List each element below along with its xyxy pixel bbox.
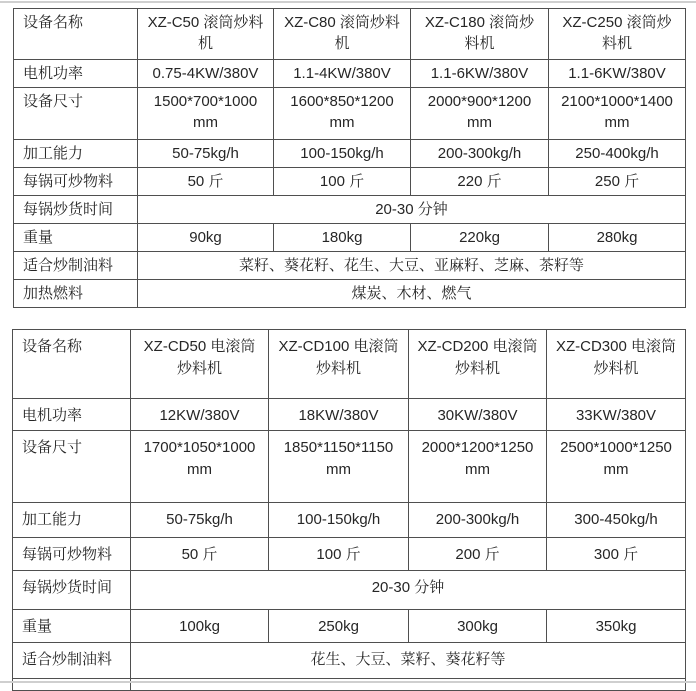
value-cell: 100kg <box>131 610 269 643</box>
table-row <box>13 503 686 538</box>
value-cell: 20-30 分钟 <box>138 196 686 224</box>
table-row <box>14 224 686 252</box>
table-row <box>14 88 686 140</box>
value-cell: 50-75kg/h <box>131 503 269 538</box>
row-label: 加工能力 <box>13 503 131 538</box>
value-cell: 100 斤 <box>274 168 411 196</box>
value-cell: XZ-C250 滚筒炒料机 <box>549 9 686 60</box>
row-label: 每锅可炒物料 <box>14 168 138 196</box>
row-label: 重量 <box>13 610 131 643</box>
table-row <box>14 196 686 224</box>
value-cell: XZ-C80 滚筒炒料机 <box>274 9 411 60</box>
value-cell: 30KW/380V <box>409 399 547 431</box>
value-cell: XZ-C50 滚筒炒料机 <box>138 9 274 60</box>
value-cell: 33KW/380V <box>547 399 686 431</box>
value-cell: 180kg <box>274 224 411 252</box>
value-cell: 200-300kg/h <box>411 140 549 168</box>
table-row <box>13 610 686 643</box>
table-row <box>13 330 686 399</box>
value-cell: 煤炭、木材、燃气 <box>138 280 686 308</box>
value-cell: XZ-CD50 电滚筒炒料机 <box>131 330 269 399</box>
value-cell: 1.1-4KW/380V <box>274 60 411 88</box>
row-label: 电机功率 <box>13 399 131 431</box>
value-cell: 1850*1150*1150 mm <box>269 431 409 503</box>
value-cell: 250kg <box>269 610 409 643</box>
value-cell: 0.75-4KW/380V <box>138 60 274 88</box>
cropped-row-top-edge-line <box>0 1 696 3</box>
value-cell: 200 斤 <box>409 538 547 571</box>
value-cell: 280kg <box>549 224 686 252</box>
value-cell: 18KW/380V <box>269 399 409 431</box>
table-row <box>13 571 686 610</box>
row-label: 电机功率 <box>14 60 138 88</box>
value-cell: 2500*1000*1250 mm <box>547 431 686 503</box>
value-cell: XZ-CD300 电滚筒炒料机 <box>547 330 686 399</box>
value-cell: 50 斤 <box>138 168 274 196</box>
value-cell: 2000*900*1200 mm <box>411 88 549 140</box>
table-row <box>14 280 686 308</box>
table-row <box>13 538 686 571</box>
row-label: 设备名称 <box>14 9 138 60</box>
row-label: 重量 <box>14 224 138 252</box>
value-cell: 20-30 分钟 <box>131 571 686 610</box>
table-row <box>14 9 686 60</box>
row-label: 设备尺寸 <box>13 431 131 503</box>
row-label: 每锅炒货时间 <box>14 196 138 224</box>
row-label: 每锅炒货时间 <box>13 571 131 610</box>
coal-drum-roaster-spec-table <box>13 8 686 308</box>
value-cell: 1500*700*1000 mm <box>138 88 274 140</box>
value-cell: 1600*850*1200 mm <box>274 88 411 140</box>
row-label: 设备尺寸 <box>14 88 138 140</box>
table-row <box>14 168 686 196</box>
value-cell: 300 斤 <box>547 538 686 571</box>
value-cell: 220kg <box>411 224 549 252</box>
value-cell: 200-300kg/h <box>409 503 547 538</box>
row-label: 适合炒制油料 <box>14 252 138 280</box>
row-label: 加工能力 <box>14 140 138 168</box>
electric-drum-roaster-spec-table <box>12 329 686 691</box>
value-cell: 300kg <box>409 610 547 643</box>
table-row <box>14 60 686 88</box>
value-cell: 350kg <box>547 610 686 643</box>
value-cell: 100 斤 <box>269 538 409 571</box>
value-cell: 90kg <box>138 224 274 252</box>
value-cell: 花生、大豆、菜籽、葵花籽等 <box>131 643 686 679</box>
table-row <box>14 252 686 280</box>
row-label: 设备名称 <box>13 330 131 399</box>
table-row <box>14 140 686 168</box>
value-cell: 50 斤 <box>131 538 269 571</box>
value-cell: 菜籽、葵花籽、花生、大豆、亚麻籽、芝麻、茶籽等 <box>138 252 686 280</box>
row-label: 每锅可炒物料 <box>13 538 131 571</box>
row-label: 加热燃料 <box>14 280 138 308</box>
value-cell: 250-400kg/h <box>549 140 686 168</box>
table-row <box>13 399 686 431</box>
value-cell: XZ-CD200 电滚筒炒料机 <box>409 330 547 399</box>
table-row <box>13 643 686 679</box>
value-cell: 2000*1200*1250 mm <box>409 431 547 503</box>
value-cell: 12KW/380V <box>131 399 269 431</box>
value-cell: 100-150kg/h <box>274 140 411 168</box>
value-cell: 1.1-6KW/380V <box>549 60 686 88</box>
value-cell: 2100*1000*1400 mm <box>549 88 686 140</box>
value-cell: 300-450kg/h <box>547 503 686 538</box>
value-cell: 220 斤 <box>411 168 549 196</box>
value-cell: 1700*1050*1000 mm <box>131 431 269 503</box>
value-cell: 250 斤 <box>549 168 686 196</box>
value-cell: 50-75kg/h <box>138 140 274 168</box>
value-cell: 1.1-6KW/380V <box>411 60 549 88</box>
table-row <box>13 431 686 503</box>
value-cell: XZ-C180 滚筒炒料机 <box>411 9 549 60</box>
row-label: 适合炒制油料 <box>13 643 131 679</box>
value-cell: XZ-CD100 电滚筒炒料机 <box>269 330 409 399</box>
value-cell: 100-150kg/h <box>269 503 409 538</box>
